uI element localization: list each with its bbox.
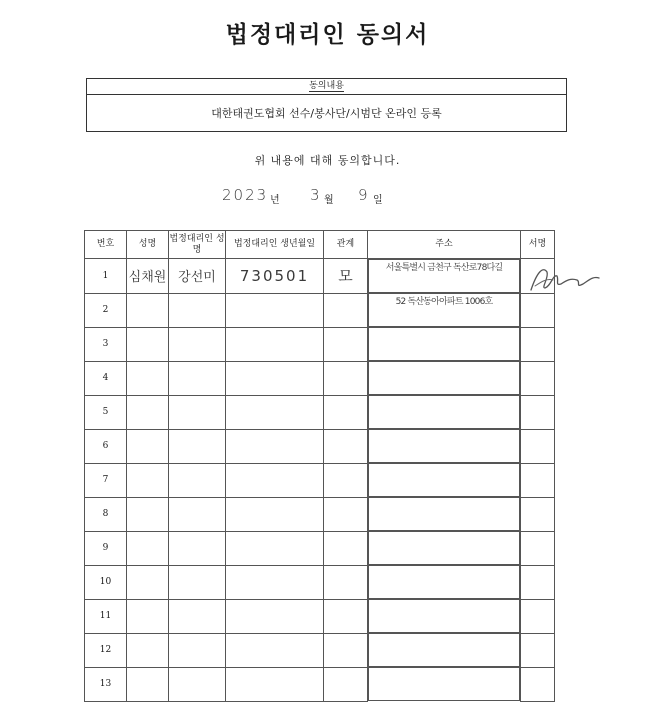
guardian-table (84, 230, 555, 702)
col-header-address: 주소 (368, 231, 521, 259)
col-header-name: 성명 (127, 231, 169, 259)
cell-number: 11 (85, 599, 127, 633)
cell-guardian-birth (226, 497, 324, 531)
cell-number: 2 (85, 293, 127, 327)
cell-guardian-name (169, 463, 226, 497)
cell-relation (324, 497, 368, 531)
cell-guardian-birth (226, 327, 324, 361)
cell-name (127, 395, 169, 429)
cell-number: 13 (85, 667, 127, 701)
cell-name (127, 599, 169, 633)
cell-signature (521, 667, 555, 701)
cell-address (368, 599, 520, 633)
cell-relation (324, 565, 368, 599)
cell-name (127, 327, 169, 361)
cell-name: 심채원 (127, 259, 169, 294)
cell-relation (324, 633, 368, 667)
cell-signature (521, 463, 555, 497)
cell-guardian-birth (226, 293, 324, 327)
cell-name (127, 293, 169, 327)
cell-number: 5 (85, 395, 127, 429)
cell-guardian-name (169, 497, 226, 531)
cell-name (127, 429, 169, 463)
cell-number: 9 (85, 531, 127, 565)
cell-address (368, 633, 520, 667)
cell-relation (324, 395, 368, 429)
table-row (85, 497, 555, 531)
col-header-guardian-birth: 법정대리인 생년월일 (226, 231, 324, 259)
table-row (85, 259, 555, 294)
cell-signature (521, 361, 555, 395)
cell-guardian-birth (226, 429, 324, 463)
cell-name (127, 667, 169, 701)
cell-signature (521, 599, 555, 633)
cell-guardian-name: 강선미 (169, 259, 226, 294)
cell-signature (521, 497, 555, 531)
cell-relation (324, 531, 368, 565)
cell-relation (324, 361, 368, 395)
cell-address: 52 독산동아아파트 1006호 (368, 293, 520, 327)
consent-box (86, 78, 567, 132)
table-row (85, 633, 555, 667)
cell-name (127, 531, 169, 565)
cell-relation (324, 667, 368, 701)
cell-guardian-name (169, 429, 226, 463)
date-day-unit: 일 (373, 195, 383, 206)
cell-guardian-name (169, 293, 226, 327)
cell-relation (324, 293, 368, 327)
cell-guardian-birth (226, 361, 324, 395)
table-row (85, 327, 555, 361)
cell-number: 12 (85, 633, 127, 667)
cell-guardian-birth (226, 667, 324, 701)
cell-relation (324, 599, 368, 633)
date-month-unit: 월 (324, 195, 334, 206)
cell-signature (521, 327, 555, 361)
cell-signature (521, 429, 555, 463)
cell-name (127, 497, 169, 531)
cell-guardian-birth (226, 565, 324, 599)
cell-address: 서울특별시 금천구 독산로78다길 (368, 259, 520, 293)
cell-number: 1 (85, 259, 127, 294)
consent-heading-text: 동의내용 (309, 81, 344, 91)
cell-number: 8 (85, 497, 127, 531)
cell-guardian-name (169, 633, 226, 667)
cell-guardian-birth (226, 395, 324, 429)
cell-guardian-name (169, 667, 226, 701)
table-row (85, 395, 555, 429)
cell-number: 7 (85, 463, 127, 497)
table-row (85, 667, 555, 701)
col-header-relation: 관계 (324, 231, 368, 259)
table-row (85, 361, 555, 395)
date-month-handwritten: 3 (310, 186, 320, 204)
signature-scribble (527, 262, 607, 298)
table-row (85, 293, 555, 327)
cell-address (368, 327, 520, 361)
col-header-signature: 서명 (521, 231, 555, 259)
cell-guardian-name (169, 599, 226, 633)
cell-signature (521, 565, 555, 599)
cell-signature (521, 633, 555, 667)
cell-guardian-birth (226, 531, 324, 565)
cell-address (368, 497, 520, 531)
cell-guardian-name (169, 565, 226, 599)
cell-number: 4 (85, 361, 127, 395)
table-row (85, 565, 555, 599)
cell-number: 3 (85, 327, 127, 361)
cell-name (127, 633, 169, 667)
cell-address (368, 565, 520, 599)
cell-address (368, 531, 520, 565)
cell-address (368, 463, 520, 497)
cell-name (127, 565, 169, 599)
table-row (85, 531, 555, 565)
cell-guardian-name (169, 361, 226, 395)
cell-guardian-birth (226, 599, 324, 633)
document-title: 법정대리인 동의서 (225, 22, 430, 48)
cell-number: 10 (85, 565, 127, 599)
col-header-guardian-name: 법정대리인 성명 (169, 231, 226, 259)
table-row (85, 599, 555, 633)
cell-name (127, 361, 169, 395)
cell-relation (324, 429, 368, 463)
cell-guardian-name (169, 531, 226, 565)
table-row (85, 463, 555, 497)
cell-signature (521, 395, 555, 429)
cell-address (368, 361, 520, 395)
date-day-handwritten: 9 (358, 186, 368, 204)
cell-address (368, 395, 520, 429)
cell-number: 6 (85, 429, 127, 463)
cell-address (368, 429, 520, 463)
cell-guardian-name (169, 395, 226, 429)
col-header-number: 번호 (85, 231, 127, 259)
table-row (85, 429, 555, 463)
cell-signature (521, 293, 555, 327)
cell-guardian-birth (226, 463, 324, 497)
cell-guardian-birth: 730501 (226, 259, 324, 294)
date-year-handwritten: 2023 (222, 186, 269, 204)
table-header-row (85, 231, 555, 259)
cell-signature (521, 531, 555, 565)
consent-box-heading (87, 79, 566, 95)
agreement-statement: 위 내용에 대해 동의합니다. (254, 154, 401, 167)
consent-content: 대한태권도협회 선수/봉사단/시범단 온라인 등록 (211, 107, 442, 120)
date-year-unit: 년 (270, 195, 280, 206)
cell-guardian-birth (226, 633, 324, 667)
cell-relation (324, 463, 368, 497)
cell-name (127, 463, 169, 497)
cell-guardian-name (169, 327, 226, 361)
cell-relation (324, 327, 368, 361)
cell-address (368, 667, 520, 701)
cell-relation: 모 (324, 259, 368, 294)
